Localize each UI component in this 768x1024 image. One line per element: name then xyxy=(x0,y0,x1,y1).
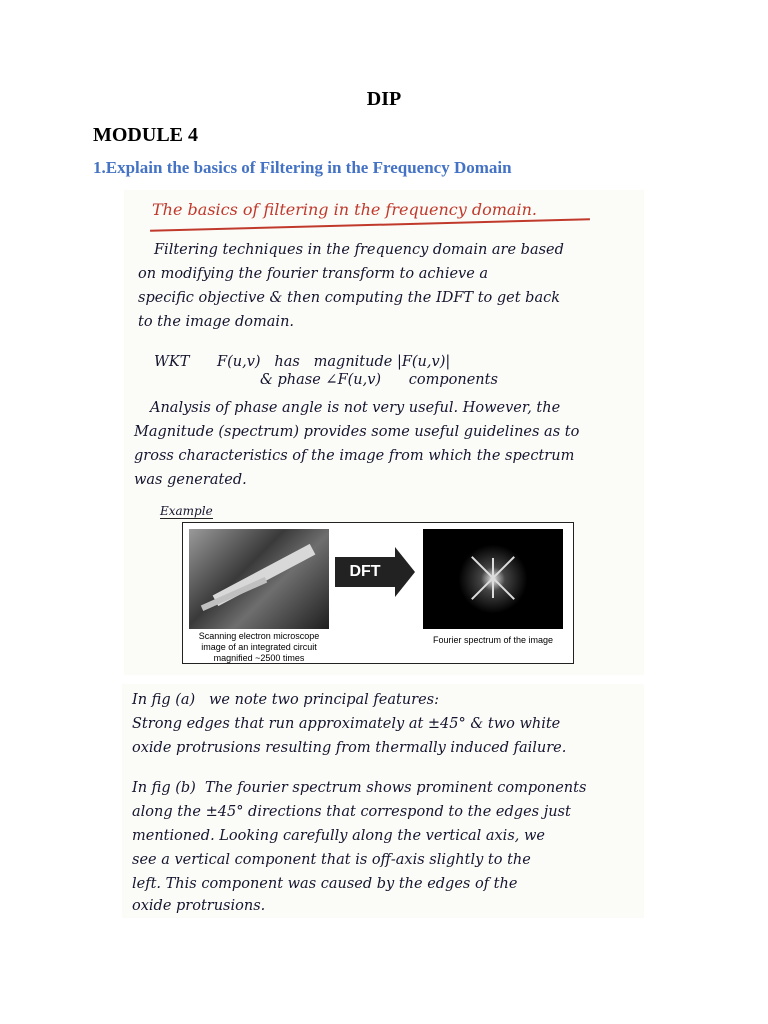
fourier-spectrum-image xyxy=(423,529,563,629)
notes-line: see a vertical component that is off-axis slightly to the xyxy=(132,852,531,868)
document-title: DIP xyxy=(366,88,402,110)
example-figure xyxy=(182,522,574,664)
notes-line: Analysis of phase angle is not very useful. However, the xyxy=(150,400,561,416)
caption-sem: Scanning electron microscope image of an integrated circuit magnified ~2500 times xyxy=(198,631,320,663)
notes-line: specific objective & then computing the IDFT to get back xyxy=(138,290,560,306)
dft-arrow-label: DFT xyxy=(349,563,381,580)
notes-line: to the image domain. xyxy=(138,314,295,330)
notes-line: oxide protrusions resulting from thermally induced failure. xyxy=(132,740,567,756)
caption-spectrum: Fourier spectrum of the image xyxy=(432,635,554,645)
notes-line: WKT F(u,v) has magnitude |F(u,v)| xyxy=(154,354,451,370)
notes-line: along the ±45° directions that correspond to the edges just xyxy=(132,804,571,820)
module-heading: MODULE 4 xyxy=(93,124,198,146)
example-label: Example xyxy=(160,504,213,518)
notes-line: gross characteristics of the image from which the spectrum xyxy=(134,448,575,464)
notes-line: was generated. xyxy=(134,472,247,488)
notes-line: on modifying the fourier transform to achieve a xyxy=(138,266,489,282)
notes-line: In fig (a) we note two principal features: xyxy=(132,692,440,708)
oxide-protrusion xyxy=(201,577,267,611)
handwritten-notes-scan-top xyxy=(124,190,644,675)
notes-heading-underline xyxy=(150,218,590,232)
sem-image xyxy=(189,529,329,629)
notes-heading: The basics of filtering in the frequency domain. xyxy=(152,200,537,219)
question-heading: 1.Explain the basics of Filtering in the Frequency Domain xyxy=(93,158,512,177)
notes-line: Strong edges that run approximately at ±45° & two white xyxy=(132,716,561,732)
notes-line: mentioned. Looking carefully along the vertical axis, we xyxy=(132,828,545,844)
notes-line: In fig (b) The fourier spectrum shows prominent components xyxy=(132,780,587,796)
notes-line: left. This component was caused by the edges of the xyxy=(132,876,518,892)
notes-line: & phase ∠F(u,v) components xyxy=(154,372,498,388)
notes-line: oxide protrusions. xyxy=(132,898,266,914)
notes-line: Magnitude (spectrum) provides some useful guidelines as to xyxy=(134,424,580,440)
handwritten-notes-scan-bottom xyxy=(122,684,644,918)
notes-line: Filtering techniques in the frequency domain are based xyxy=(154,242,564,258)
